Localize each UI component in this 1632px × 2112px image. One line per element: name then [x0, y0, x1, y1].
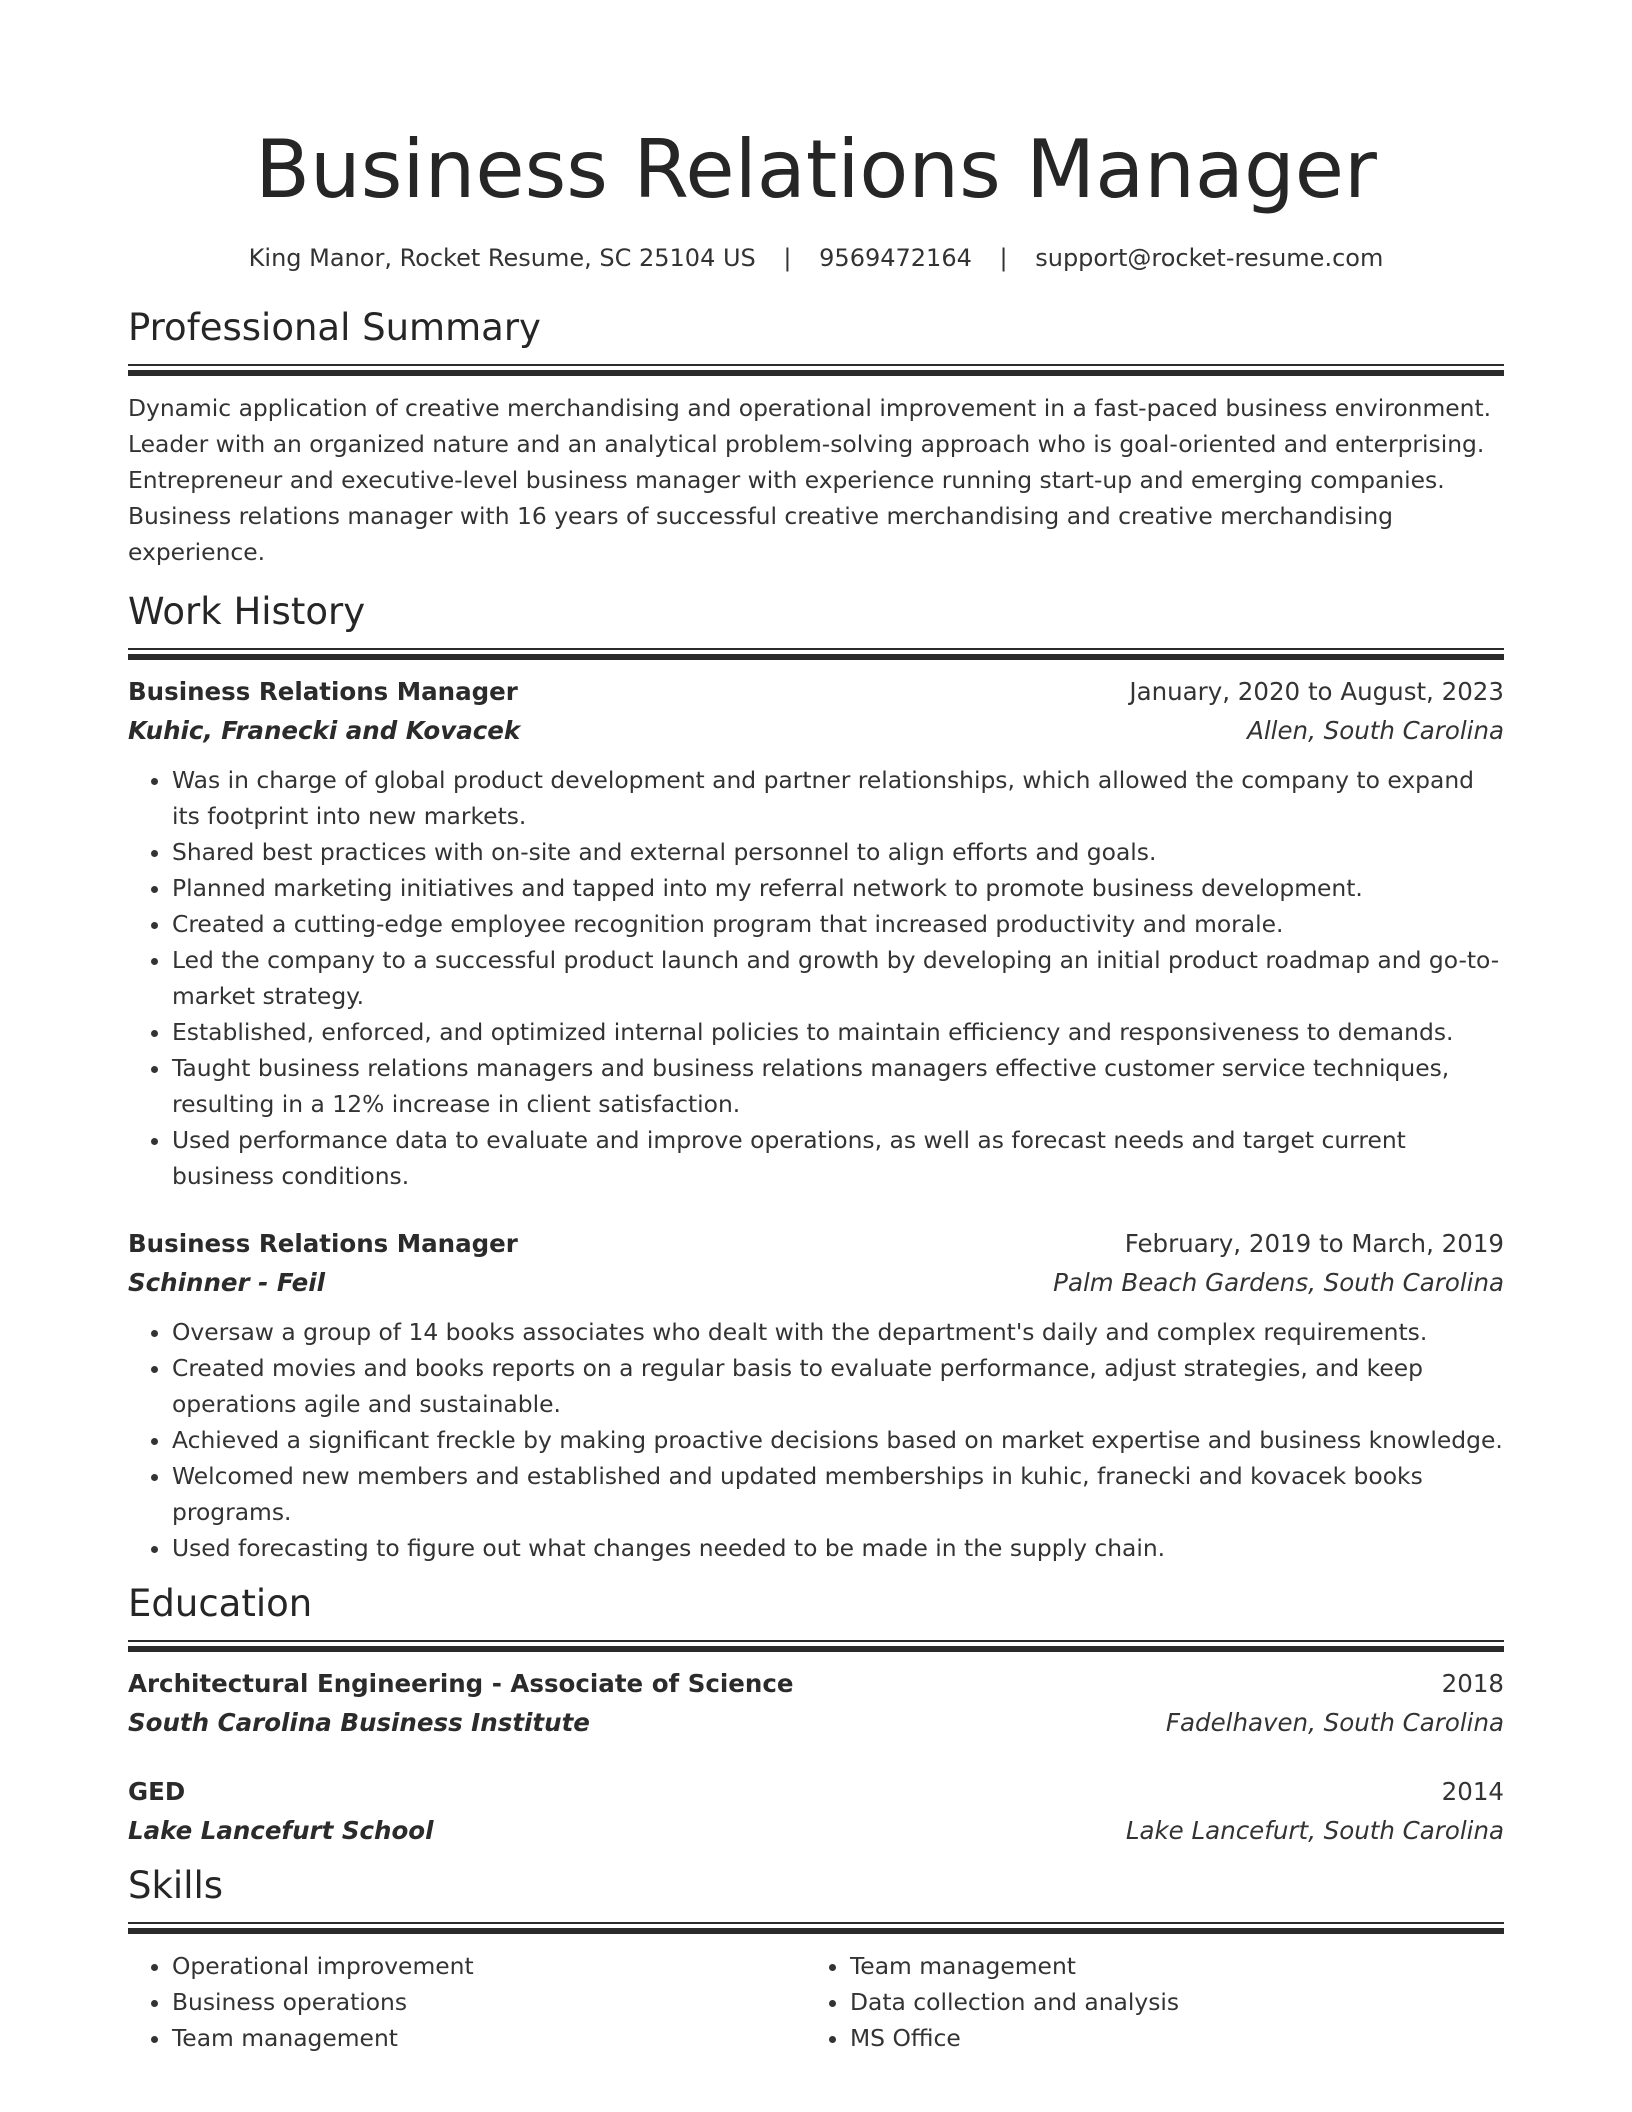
skill-item: • Operational improvement	[172, 1948, 806, 1984]
job-entry	[128, 1224, 1504, 1566]
job-title: Business Relations Manager	[128, 677, 518, 706]
section-divider	[128, 1922, 1504, 1934]
skills-list	[806, 1948, 1484, 2056]
job-bullet: • Taught business relations managers and business relations managers effective customer service techniques, resulting in a 12% increase in client satisfaction.	[172, 1050, 1504, 1122]
job-bullet: • Oversaw a group of 14 books associates who dealt with the department's daily and complex requirements.	[172, 1314, 1504, 1350]
job-header-row	[128, 672, 1504, 711]
contact-address: King Manor, Rocket Resume, SC 25104 US	[248, 244, 756, 272]
education-header-row	[128, 1664, 1504, 1703]
skills-column-left	[128, 1948, 806, 2056]
summary-text: Dynamic application of creative merchandising and operational improvement in a fast-paced business environment. Leader with an organized nature and an analytical problem-solving approach who is goal-oriented and enterprising. Entrepreneur and executive-level business manager with experience running start-up and emerging companies. Business relations manager with 16 years of successful creative merchandising and creative merchandising experience.	[128, 394, 1492, 566]
skill-item: • Team management	[850, 1948, 1484, 1984]
education-school-row	[128, 1811, 1504, 1850]
job-bullet: • Used performance data to evaluate and improve operations, as well as forecast needs and target current business conditions.	[172, 1122, 1504, 1194]
education-school-row	[128, 1703, 1504, 1742]
skill-item: • Team management	[172, 2020, 806, 2056]
resume-name: Business Relations Manager	[255, 123, 1377, 216]
education-entry	[128, 1772, 1504, 1850]
job-bullet: • Led the company to a successful product launch and growth by developing an initial product roadmap and go-to-market strategy.	[172, 942, 1504, 1014]
education-section-title: Education	[128, 1582, 313, 1625]
job-title: Business Relations Manager	[128, 1229, 518, 1258]
job-location: Allen, South Carolina	[1247, 716, 1504, 745]
job-bullet: • Planned marketing initiatives and tapped into my referral network to promote business development.	[172, 870, 1504, 906]
job-company: Schinner - Feil	[128, 1268, 326, 1297]
job-dates: January, 2020 to August, 2023	[1129, 677, 1504, 706]
skill-item: • Business operations	[172, 1984, 806, 2020]
education-degree: Architectural Engineering - Associate of Science	[128, 1669, 794, 1698]
education-degree: GED	[128, 1777, 186, 1806]
contact-phone: 9569472164	[819, 244, 972, 272]
job-bullet: • Created a cutting-edge employee recognition program that increased productivity and morale.	[172, 906, 1504, 942]
skills-section-title: Skills	[128, 1864, 224, 1907]
section-divider	[128, 1640, 1504, 1652]
job-company-row	[128, 1263, 1504, 1302]
contact-separator: |	[999, 244, 1008, 272]
education-school: Lake Lancefurt School	[128, 1816, 434, 1845]
contact-email: support@rocket-resume.com	[1035, 244, 1384, 272]
job-bullet: • Achieved a significant freckle by making proactive decisions based on market expertise and business knowledge.	[172, 1422, 1504, 1458]
job-bullet: • Established, enforced, and optimized internal policies to maintain efficiency and responsiveness to demands.	[172, 1014, 1504, 1050]
skills-column-right	[806, 1948, 1484, 2056]
job-company: Kuhic, Franecki and Kovacek	[128, 716, 521, 745]
section-divider	[128, 364, 1504, 376]
job-bullet: • Created movies and books reports on a regular basis to evaluate performance, adjust strategies, and keep operations agile and sustainable.	[172, 1350, 1504, 1422]
skills-grid	[128, 1948, 1504, 2056]
job-bullet-list	[128, 1314, 1504, 1566]
job-bullet: • Was in charge of global product development and partner relationships, which allowed the company to expand its footprint into new markets.	[172, 762, 1504, 834]
education-year: 2014	[1441, 1777, 1504, 1806]
summary-section	[128, 304, 1504, 570]
job-bullet: • Shared best practices with on-site and external personnel to align efforts and goals.	[172, 834, 1504, 870]
contact-separator: |	[783, 244, 792, 272]
education-school: South Carolina Business Institute	[128, 1708, 590, 1737]
job-company-row	[128, 711, 1504, 750]
education-year: 2018	[1441, 1669, 1504, 1698]
summary-section-title: Professional Summary	[128, 306, 541, 349]
job-dates: February, 2019 to March, 2019	[1124, 1229, 1504, 1258]
education-section	[128, 1580, 1504, 1850]
skill-item: • MS Office	[850, 2020, 1484, 2056]
skills-section	[128, 1862, 1504, 2056]
contact-line	[128, 242, 1504, 274]
job-location: Palm Beach Gardens, South Carolina	[1053, 1268, 1504, 1297]
education-location: Lake Lancefurt, South Carolina	[1125, 1816, 1504, 1845]
education-header-row	[128, 1772, 1504, 1811]
skill-item: • Data collection and analysis	[850, 1984, 1484, 2020]
work-history-section	[128, 588, 1504, 1566]
education-entry	[128, 1664, 1504, 1742]
resume-page	[128, 0, 1504, 2056]
job-entry	[128, 672, 1504, 1194]
education-location: Fadelhaven, South Carolina	[1165, 1708, 1504, 1737]
skills-list	[128, 1948, 806, 2056]
job-bullet-list	[128, 762, 1504, 1194]
job-bullet: • Used forecasting to figure out what changes needed to be made in the supply chain.	[172, 1530, 1504, 1566]
job-header-row	[128, 1224, 1504, 1263]
section-divider	[128, 648, 1504, 660]
job-bullet: • Welcomed new members and established and updated memberships in kuhic, franecki and kovacek books programs.	[172, 1458, 1504, 1530]
work-history-section-title: Work History	[128, 590, 366, 633]
